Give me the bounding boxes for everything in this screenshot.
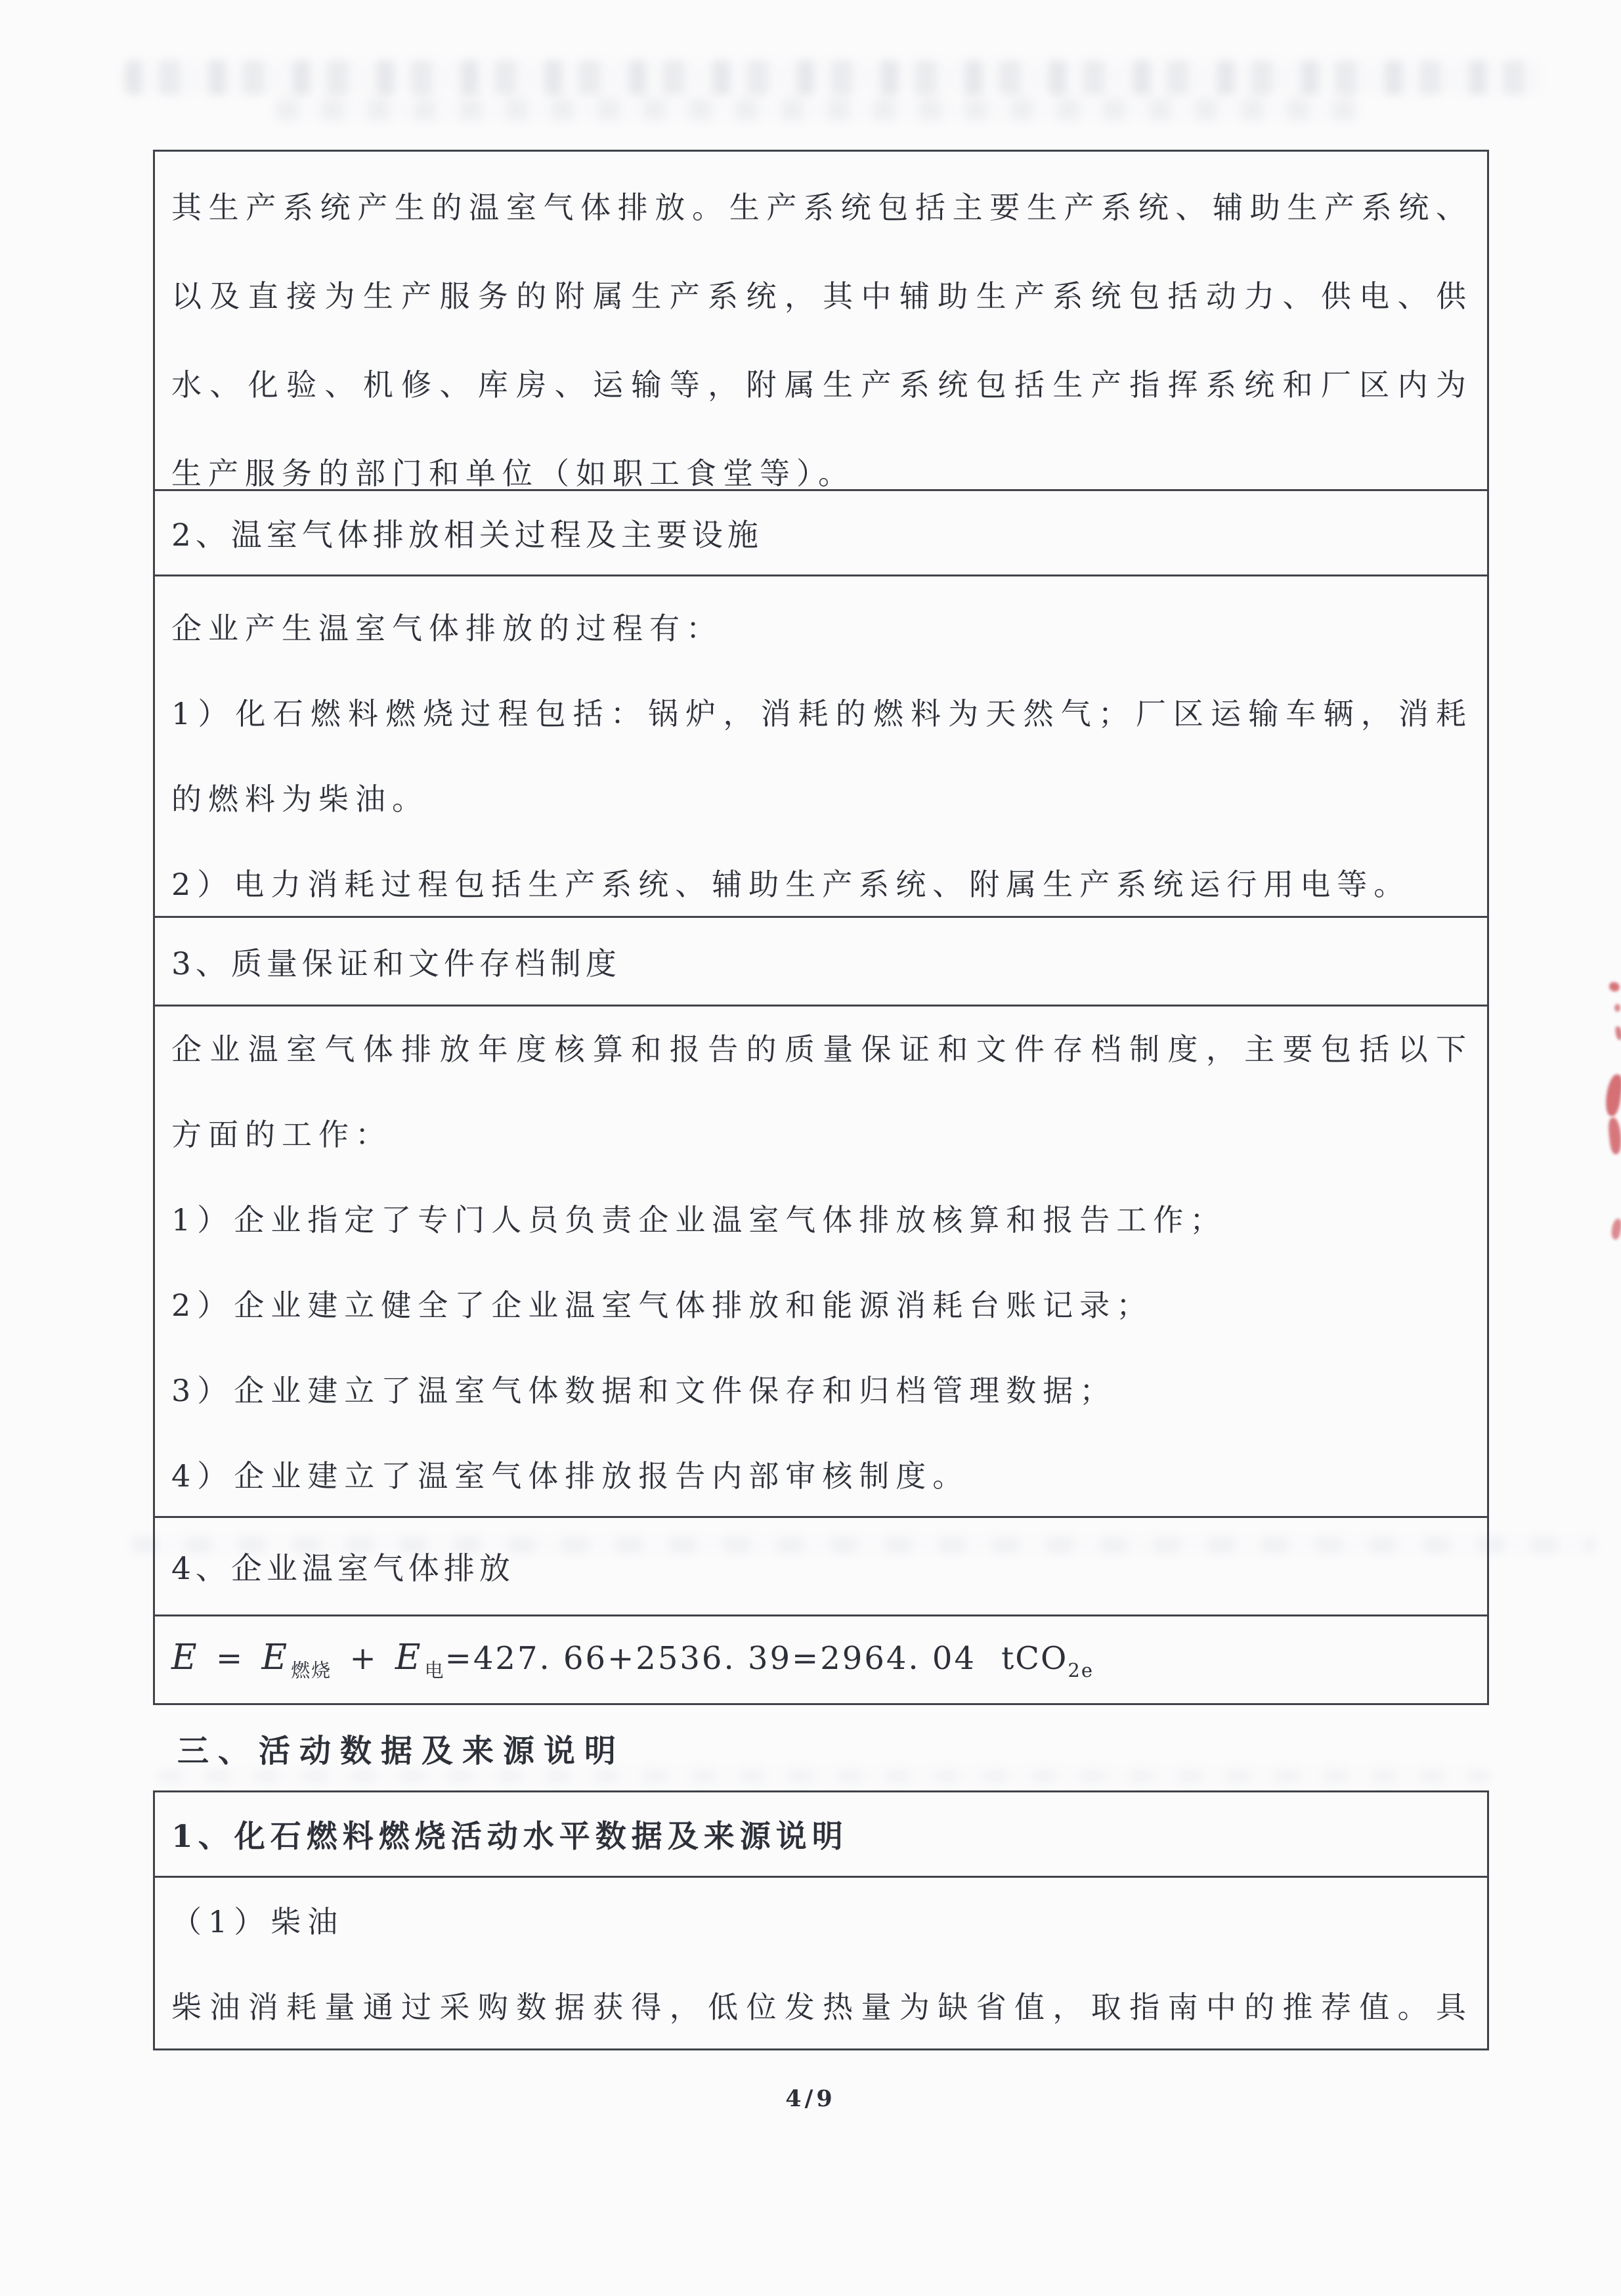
section4-header: 4、企业温室气体排放 — [155, 1518, 1487, 1616]
seal-fragment — [1607, 1117, 1621, 1155]
formula-unit: tCO — [1001, 1639, 1068, 1677]
fossil-fuel-header: 1、化石燃料燃烧活动水平数据及来源说明 — [155, 1792, 1487, 1878]
formula-subscript-electricity: 电 — [424, 1658, 445, 1681]
continuation-paragraph — [155, 152, 1487, 491]
section3-body — [155, 1007, 1487, 1518]
fossil-fuel-body — [155, 1878, 1487, 2048]
seal-fragment — [1614, 1004, 1620, 1012]
seal-fragment — [1610, 1218, 1621, 1240]
report-table-2 — [153, 1790, 1489, 2050]
formula-unit-subscript: 2e — [1068, 1658, 1094, 1681]
section2-body — [155, 576, 1487, 918]
text-line: 4）企业建立了温室气体排放报告内部审核制度。 — [171, 1458, 970, 1494]
formula-value: =427. 66+2536. 39=2964. 04 — [444, 1639, 977, 1677]
section2-header: 2、温室气体排放相关过程及主要设施 — [155, 491, 1487, 576]
formula-E-combustion: E — [261, 1637, 289, 1678]
emissions-formula-row — [155, 1616, 1487, 1703]
formula-E-total: E — [171, 1637, 198, 1678]
formula-subscript-combustion: 燃烧 — [291, 1658, 332, 1681]
text-line: 方面的工作： — [171, 1117, 392, 1152]
report-table-1 — [153, 150, 1489, 1705]
emissions-formula — [171, 1637, 1094, 1683]
text-line: 企业产生温室气体排放的过程有： — [171, 611, 723, 646]
activity-data-heading: 三、活动数据及来源说明 — [177, 1733, 626, 1769]
text-line: 其生产系统产生的温室气体排放。生产系统包括主要生产系统、辅助生产系统、 — [171, 190, 1473, 225]
formula-plus: + — [349, 1639, 378, 1677]
section3-header: 3、质量保证和文件存档制度 — [155, 918, 1487, 1007]
text-line: 水、化验、机修、库房、运输等，附属生产系统包括生产指挥系统和厂区内为 — [171, 367, 1473, 402]
seal-fragment — [1608, 981, 1620, 993]
seal-fragment — [1604, 1073, 1621, 1117]
text-line: 企业温室气体排放年度核算和报告的质量保证和文件存档制度，主要包括以下 — [171, 1031, 1473, 1067]
text-line: 以及直接为生产服务的附属生产系统，其中辅助生产系统包括动力、供电、供 — [171, 278, 1473, 314]
bleedthrough-smudge — [125, 60, 1543, 95]
text-line: 2）电力消耗过程包括生产系统、辅助生产系统、附属生产系统运行用电等。 — [171, 867, 1411, 902]
text-line: （1）柴油 — [171, 1904, 345, 1939]
formula-equals: = — [215, 1639, 244, 1677]
text-line: 的燃料为柴油。 — [171, 781, 429, 817]
formula-E-electricity: E — [395, 1637, 422, 1678]
text-line: 1）化石燃料燃烧过程包括：锅炉，消耗的燃料为天然气；厂区运输车辆，消耗 — [171, 696, 1473, 731]
bleedthrough-smudge — [276, 98, 1359, 121]
text-line: 1）企业指定了专门人员负责企业温室气体排放核算和报告工作； — [171, 1202, 1227, 1238]
text-line: 3）企业建立了温室气体数据和文件保存和归档管理数据； — [171, 1373, 1117, 1408]
bleedthrough-smudge — [158, 1769, 1490, 1783]
text-line: 生产服务的部门和单位（如职工食堂等）。 — [171, 456, 855, 491]
page-number: 4/9 — [785, 2085, 836, 2112]
seal-fragment — [1614, 1026, 1621, 1040]
text-line: 2）企业建立健全了企业温室气体排放和能源消耗台账记录； — [171, 1288, 1154, 1323]
text-line: 柴油消耗量通过采购数据获得，低位发热量为缺省值，取指南中的推荐值。具 — [171, 1989, 1473, 2025]
